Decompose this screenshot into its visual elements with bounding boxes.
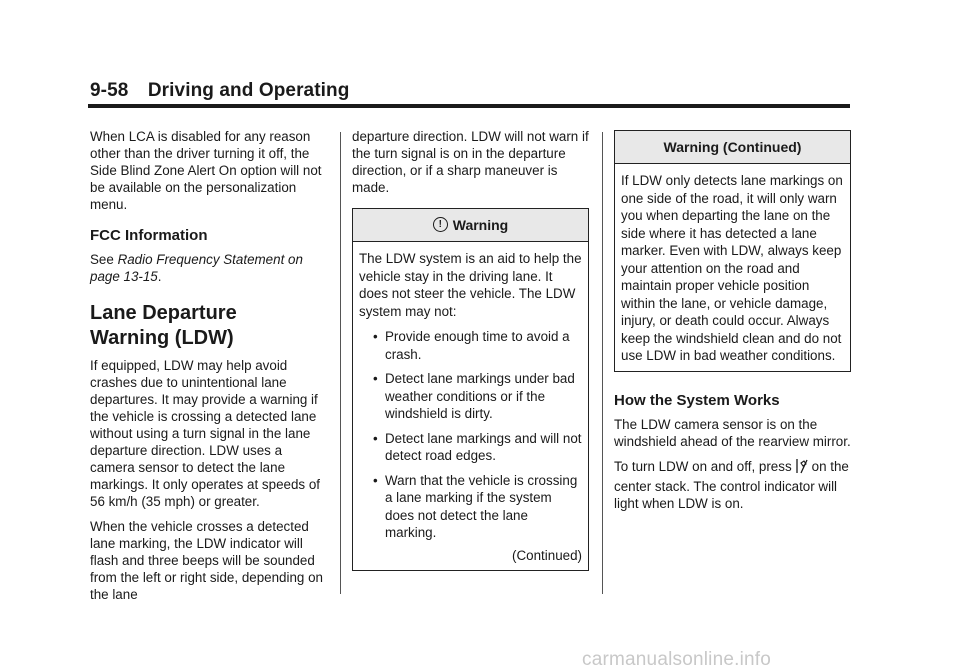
fcc-see-text: See <box>90 252 114 267</box>
paragraph-lca: When LCA is disabled for any reason other than the driver turning it off, the Side Blind Zone Alert On option will not be available on the personalization menu. <box>90 129 322 212</box>
paragraph-ldw-crossing: When the vehicle crosses a detected lane marking, the LDW indicator will flash and three beeps will be sounded from the left or right side, depending on the lane <box>90 519 323 602</box>
warning-continued-header: Warning (Continued) <box>615 131 850 164</box>
warning-title: Warning <box>452 217 509 233</box>
warning-continued-box <box>614 130 851 372</box>
warning-list-item: • Detect lane markings under bad weather conditions or if the windshield is dirty. <box>359 370 582 423</box>
heading-ldw-line2: Warning (LDW) <box>90 327 234 349</box>
section-title: Driving and Operating <box>147 80 350 101</box>
column-divider <box>602 132 603 594</box>
warning-icon: ! <box>433 217 448 232</box>
fcc-reference-link[interactable]: Radio Frequency Statement on page 13-15 <box>90 252 303 284</box>
paragraph-departure-direction: departure direction. LDW will not warn if the turn signal is on in the departure direction, or if a sharp maneuver is made. <box>352 129 589 195</box>
turn-on-text: To turn LDW on and off, press <box>614 458 792 474</box>
warning-box <box>352 208 589 571</box>
warning-list-item: • Provide enough time to avoid a crash. <box>359 328 582 363</box>
warning-continued-text: If LDW only detects lane markings on one side of the road, it will only warn you when departing the lane on the side where it has detected a lane marker. Even with LDW, always keep your attention on the road and maintain proper vehicle position within the lane, or vehicle damage, injury, or death could occur. Always keep the windshield clean and do not use LDW in bad weather conditions. <box>621 173 843 363</box>
paragraph-fcc <box>90 251 326 285</box>
ldw-button-icon <box>795 458 809 478</box>
column-2 <box>352 128 589 571</box>
warning-continued-body <box>615 164 850 371</box>
paragraph-turn-on-off <box>614 458 851 512</box>
turn-on-text-after: on the center stack. The control indicator will light when LDW is on. <box>614 458 849 511</box>
warning-list <box>359 328 582 542</box>
column-1 <box>90 128 326 603</box>
page-number: 9-58 <box>90 80 129 101</box>
paragraph-ldw-intro: If equipped, LDW may help avoid crashes due to unintentional lane departures. It may provide a warning if the vehicle is crossing a detected lane without using a turn signal in the lane departure direction. LDW uses a camera sensor to detect the lane markings. It only operates at speeds of 56 km/h (35 mph) or greater. <box>90 358 320 509</box>
heading-ldw-line1: Lane Departure <box>90 302 237 324</box>
heading-fcc-information: FCC Information <box>90 227 208 244</box>
column-divider <box>340 132 341 594</box>
fcc-period: . <box>157 269 162 284</box>
heading-how-system-works: How the System Works <box>614 391 780 409</box>
header-rule <box>88 104 850 108</box>
watermark-text: carmanualsonline.info <box>582 649 772 670</box>
warning-header <box>353 209 588 242</box>
column-3 <box>614 128 851 512</box>
paragraph-camera-sensor: The LDW camera sensor is on the windshield ahead of the rearview mirror. <box>614 416 851 449</box>
page-header <box>90 80 349 102</box>
warning-list-item: • Warn that the vehicle is crossing a lane marking if the system does not detect the lane marking. <box>359 472 582 542</box>
warning-body <box>353 242 588 570</box>
heading-lane-departure-warning <box>90 301 326 351</box>
warning-list-item: • Detect lane markings and will not detect road edges. <box>359 430 582 465</box>
continued-label: (Continued) <box>512 547 582 563</box>
warning-intro: The LDW system is an aid to help the vehicle stay in the driving lane. It does not steer the vehicle. The LDW system may not: <box>359 251 582 319</box>
